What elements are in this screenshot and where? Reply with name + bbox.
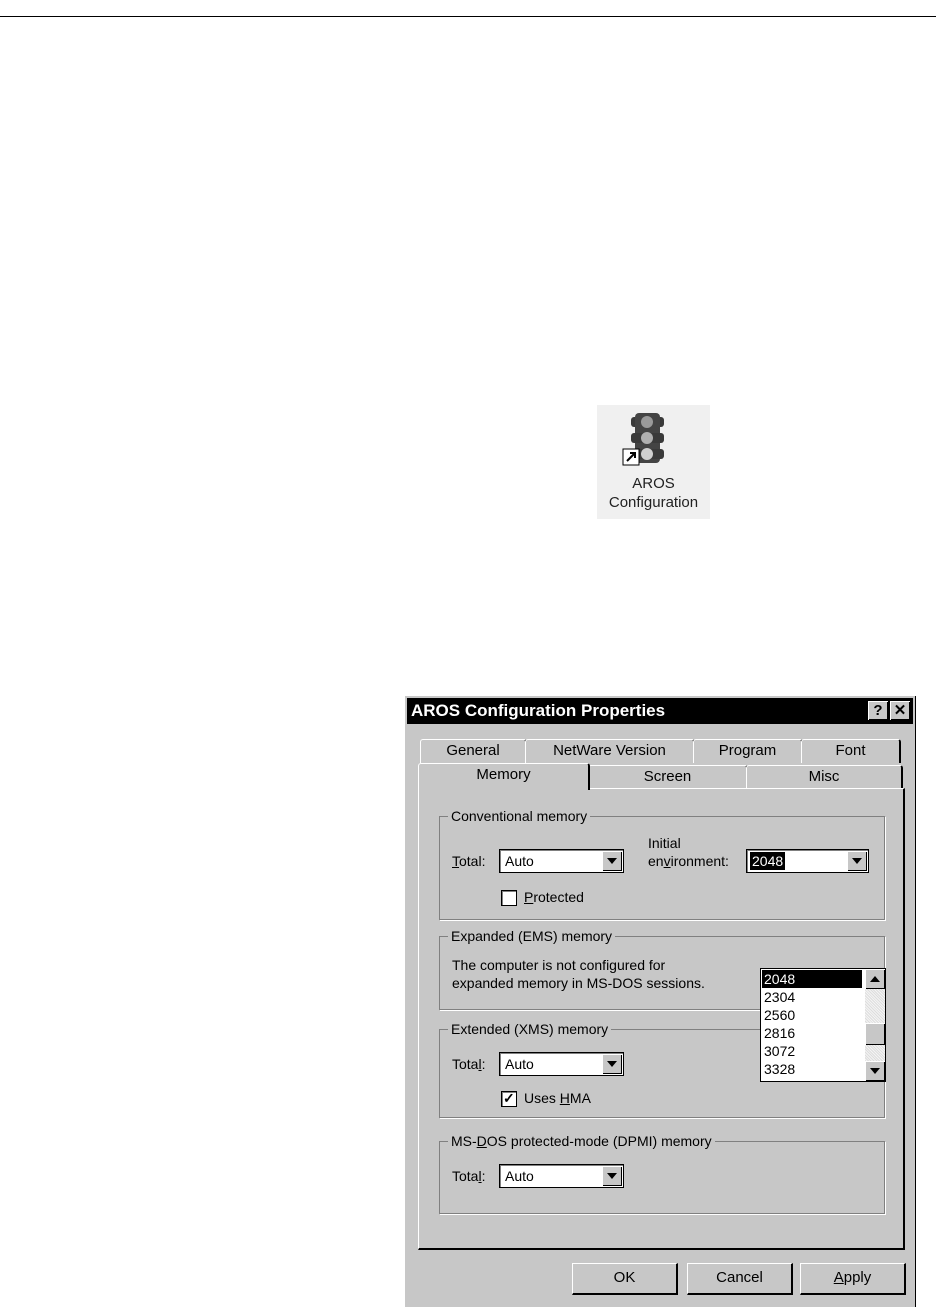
scroll-up-icon[interactable] [865, 969, 885, 989]
memory-tab-panel [418, 788, 905, 1250]
close-button[interactable]: ✕ [890, 701, 910, 720]
tab-font[interactable]: Font [801, 739, 901, 763]
title-bar[interactable] [407, 698, 913, 724]
shortcut-label-line2: Configuration [608, 494, 699, 511]
apply-button[interactable]: Apply [800, 1263, 906, 1295]
conventional-memory-title: Conventional memory [448, 807, 590, 825]
help-button[interactable]: ? [868, 701, 888, 720]
tab-program[interactable]: Program [693, 739, 803, 763]
expanded-message-line1: The computer is not configured for [452, 957, 666, 973]
scroll-down-icon[interactable] [865, 1061, 885, 1081]
tab-memory[interactable]: Memory [418, 763, 590, 790]
chevron-down-icon[interactable] [602, 851, 622, 871]
expanded-memory-title: Expanded (EMS) memory [448, 927, 615, 945]
dropdown-option[interactable]: 2816 [764, 1025, 796, 1041]
extended-memory-title: Extended (XMS) memory [448, 1020, 611, 1038]
initial-label: Initial [648, 835, 681, 851]
scrollbar-thumb[interactable] [865, 1023, 885, 1045]
ok-button[interactable]: OK [572, 1263, 678, 1295]
dpmi-total-combo[interactable] [499, 1164, 624, 1188]
dpmi-memory-group [439, 1133, 885, 1214]
chevron-down-icon[interactable] [602, 1166, 622, 1186]
conventional-memory-group [439, 808, 885, 920]
conventional-total-label: Total: [452, 853, 486, 869]
shortcut-label-line1: AROS [632, 475, 675, 492]
dropdown-option[interactable]: 3072 [764, 1043, 796, 1059]
environment-dropdown-list[interactable] [760, 968, 886, 1082]
initial-environment-combo[interactable] [746, 849, 869, 873]
cancel-button[interactable]: Cancel [687, 1263, 793, 1295]
dropdown-option[interactable]: 2048 [762, 970, 862, 988]
tab-screen[interactable]: Screen [588, 765, 748, 789]
chevron-down-icon[interactable] [847, 851, 867, 871]
chevron-down-icon[interactable] [602, 1054, 622, 1074]
extended-total-combo[interactable] [499, 1052, 624, 1076]
traffic-light-shortcut-icon [597, 405, 710, 475]
tab-general[interactable]: General [420, 739, 527, 763]
environment-label: environment: [648, 853, 729, 869]
tab-misc[interactable]: Misc [746, 765, 903, 789]
dpmi-total-label: Total: [452, 1168, 486, 1184]
dropdown-option[interactable]: 2560 [764, 1007, 796, 1023]
protected-label: Protected [524, 889, 584, 905]
tab-netware-version[interactable]: NetWare Version [525, 739, 695, 763]
dialog-title: AROS Configuration Properties [411, 701, 666, 720]
conventional-total-combo[interactable] [499, 849, 624, 873]
extended-total-value: Auto [505, 1056, 534, 1072]
checkmark-icon: ✓ [503, 1090, 515, 1106]
dpmi-memory-title: MS-DOS protected-mode (DPMI) memory [448, 1132, 715, 1150]
properties-dialog [404, 695, 916, 1307]
dpmi-total-value: Auto [505, 1168, 534, 1184]
aros-configuration-shortcut[interactable] [597, 405, 710, 519]
top-rule [0, 16, 936, 17]
protected-checkbox[interactable] [501, 890, 517, 906]
uses-hma-label: Uses HMA [524, 1090, 591, 1106]
dropdown-option[interactable]: 2304 [764, 989, 796, 1005]
expanded-message-line2: expanded memory in MS-DOS sessions. [452, 975, 705, 991]
dropdown-option[interactable]: 3328 [764, 1061, 796, 1077]
conventional-total-value: Auto [505, 853, 534, 869]
dropdown-scrollbar[interactable] [865, 969, 885, 1081]
uses-hma-checkbox[interactable] [501, 1091, 517, 1107]
extended-total-label: Total: [452, 1056, 486, 1072]
initial-environment-value: 2048 [752, 853, 784, 869]
